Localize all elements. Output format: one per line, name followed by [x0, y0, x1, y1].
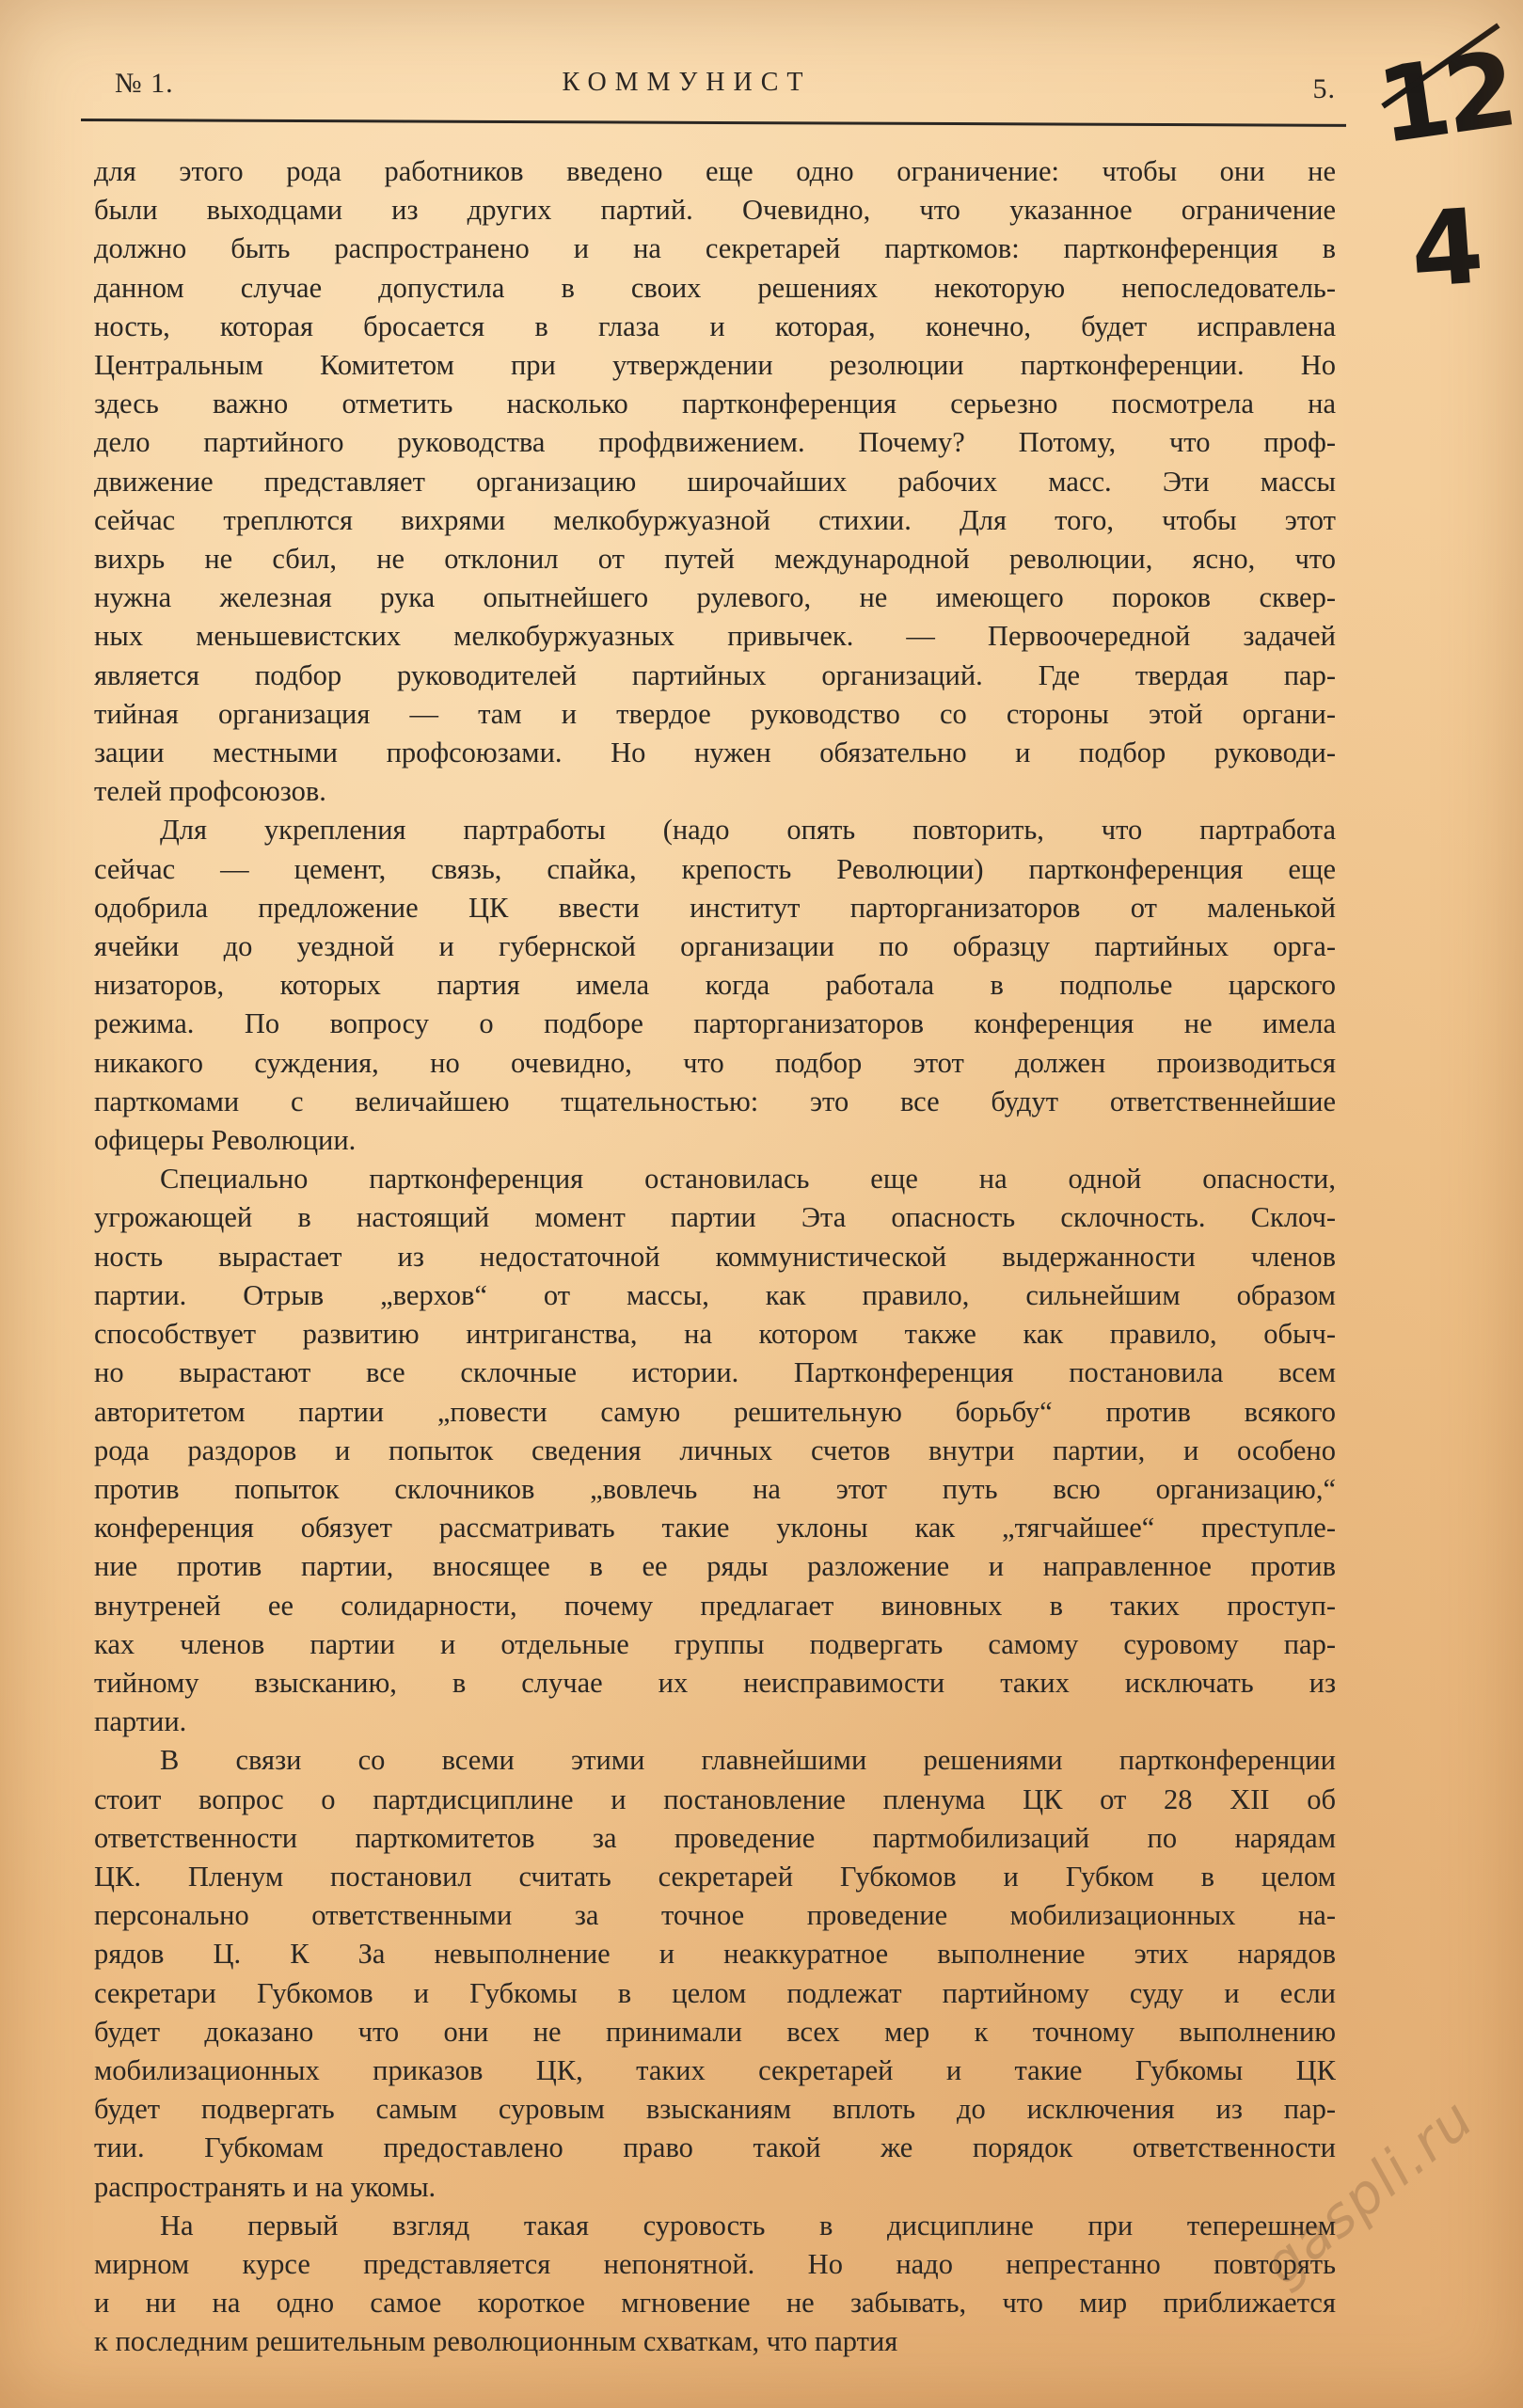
text-line: партии. — [94, 1705, 187, 1738]
text-line: никакого суждения, но очевидно, что подбор этот должен производиться — [94, 1046, 1336, 1079]
article-paragraph — [94, 811, 1336, 1160]
text-line: партии. Отрыв „верхов“ от массы, как правило, сильнейшим образом — [94, 1278, 1336, 1311]
text-line: зации местными профсоюзами. Но нужен обязательно и подбор руководи- — [94, 737, 1336, 769]
text-line: рода раздоров и попыток сведения личных счетов внутри партии, и особено — [94, 1434, 1336, 1466]
text-line: вихрь не сбил, не отклонил от путей международной революции, ясно, что — [94, 543, 1336, 576]
handwritten-mark: 4 — [1406, 185, 1487, 311]
page-number: 5. — [1312, 73, 1336, 104]
text-line: секретари Губкомов и Губкомы в целом подлежат партийному суду и если — [94, 1976, 1336, 2009]
text-line: дело партийного руководства профдвижением. Почему? Потому, что проф- — [94, 426, 1336, 459]
watermark: gaspli.ru — [1251, 2085, 1486, 2298]
article-paragraph — [94, 2207, 1336, 2362]
text-line: но вырастают все склочные истории. Партконференция постановила всем — [94, 1356, 1336, 1389]
text-line: На первый взгляд такая суровость в дисциплине при теперешнем — [160, 2209, 1336, 2242]
text-line: рядов Ц. К За невыполнение и неаккуратное выполнение этих нарядов — [94, 1938, 1336, 1971]
issue-number: № 1. — [115, 68, 174, 99]
handwritten-folio-number: 12 — [1370, 28, 1519, 167]
text-line: В связи со всеми этими главнейшими решениями партконференции — [160, 1744, 1336, 1777]
text-line: внутреней ее солидарности, почему предлагает виновных в таких проступ- — [94, 1589, 1336, 1622]
text-line: будет доказано что они не принимали всех мер к точному выполнению — [94, 2015, 1336, 2048]
text-line: ние против партии, вносящее в ее ряды разложение и направленное против — [94, 1550, 1336, 1583]
page-header — [75, 68, 1336, 109]
text-line: офицеры Революции. — [94, 1124, 357, 1157]
text-line: данном случае допустила в своих решениях некоторую непоследователь- — [94, 271, 1336, 304]
text-line: тийному взысканию, в случае их неисправимости таких исключать из — [94, 1666, 1336, 1699]
text-line: были выходцами из других партий. Очевидно, что указанное ограничение — [94, 194, 1336, 227]
text-line: распространять и на укомы. — [94, 2170, 436, 2203]
text-line: Центральным Комитетом при утверждении резолюции партконференции. Но — [94, 349, 1336, 382]
article-paragraph — [94, 1741, 1336, 2206]
text-line: режима. По вопросу о подборе парторганизаторов конференция не имела — [94, 1007, 1336, 1040]
text-line: стоит вопрос о партдисциплине и постановление пленума ЦК от 28 XII об — [94, 1782, 1336, 1815]
text-line: должно быть распространено и на секретарей парткомов: партконференция в — [94, 232, 1336, 265]
article-paragraph — [94, 1160, 1336, 1741]
text-line: ках членов партии и отдельные группы подвергать самому суровому пар- — [94, 1627, 1336, 1660]
text-line: ность, которая бросается в глаза и которая, конечно, будет исправлена — [94, 309, 1336, 342]
text-line: для этого рода работников введено еще одно ограничение: чтобы они не — [94, 155, 1336, 187]
text-line: к последним решительным революционным схваткам, что партия — [94, 2325, 898, 2358]
text-line: способствует развитию интриганства, на котором также как правило, обыч- — [94, 1318, 1336, 1351]
text-line: Для укрепления партработы (надо опять повторить, что партработа — [160, 814, 1336, 847]
text-line: является подбор руководителей партийных организаций. Где твердая пар- — [94, 658, 1336, 691]
text-line: конференция обязует рассматривать такие уклоны как „тягчайшее“ преступле- — [94, 1512, 1336, 1545]
text-line: тийная организация — там и твердое руководство со стороны этой органи- — [94, 697, 1336, 730]
text-line: парткомами с величайшею тщательностью: это все будут ответственнейшие — [94, 1085, 1336, 1117]
text-line: здесь важно отметить насколько партконференция серьезно посмотрела на — [94, 388, 1336, 420]
text-line: мобилизационных приказов ЦК, таких секретарей и такие Губкомы ЦК — [94, 2053, 1336, 2086]
text-line: Специально партконференция остановилась еще на одной опасности, — [160, 1163, 1336, 1196]
text-line: телей профсоюзов. — [94, 775, 326, 808]
header-rule — [81, 119, 1346, 127]
newspaper-title: КОММУНИСТ — [562, 68, 812, 97]
text-line: ЦК. Пленум постановил считать секретарей Губкомов и Губком в целом — [94, 1860, 1336, 1893]
text-line: низаторов, которых партия имела когда работала в подполье царского — [94, 969, 1336, 1002]
text-line: мирном курсе представляется непонятной. Но надо непрестанно повторять — [94, 2247, 1336, 2280]
text-line: ность вырастает из недостаточной коммунистической выдержанности членов — [94, 1240, 1336, 1273]
article-paragraph — [94, 152, 1336, 811]
text-line: одобрила предложение ЦК ввести институт парторганизаторов от маленькой — [94, 891, 1336, 924]
text-line: сейчас треплются вихрями мелкобуржуазной стихии. Для того, чтобы этот — [94, 503, 1336, 536]
article-body — [94, 152, 1336, 2362]
text-line: нужна железная рука опытнейшего рулевого, не имеющего пороков сквер- — [94, 581, 1336, 614]
text-line: движение представляет организацию широчайших рабочих масс. Эти массы — [94, 465, 1336, 498]
text-line: будет подвергать самым суровым взысканиям вплоть до исключения из пар- — [94, 2093, 1336, 2126]
text-line: персонально ответственными за точное проведение мобилизационных на- — [94, 1899, 1336, 1932]
text-line: тии. Губкомам предоставлено право такой же порядок ответственности — [94, 2131, 1336, 2164]
text-line: ячейки до уездной и губернской организации по образцу партийных орга- — [94, 930, 1336, 963]
text-line: и ни на одно самое короткое мгновение не забывать, что мир приближается — [94, 2287, 1336, 2320]
text-line: сейчас — цемент, связь, спайка, крепость Революции) партконференция еще — [94, 852, 1336, 885]
text-line: ответственности парткомитетов за проведение партмобилизаций по нарядам — [94, 1821, 1336, 1854]
text-line: ных меньшевистских мелкобуржуазных привычек. — Первоочередной задачей — [94, 620, 1336, 653]
text-line: угрожающей в настоящий момент партии Эта опасность склочность. Склоч- — [94, 1201, 1336, 1234]
text-line: против попыток склочников „вовлечь на этот путь всю организацию,“ — [94, 1472, 1336, 1505]
text-line: авторитетом партии „повести самую решительную борьбу“ против всякого — [94, 1395, 1336, 1428]
